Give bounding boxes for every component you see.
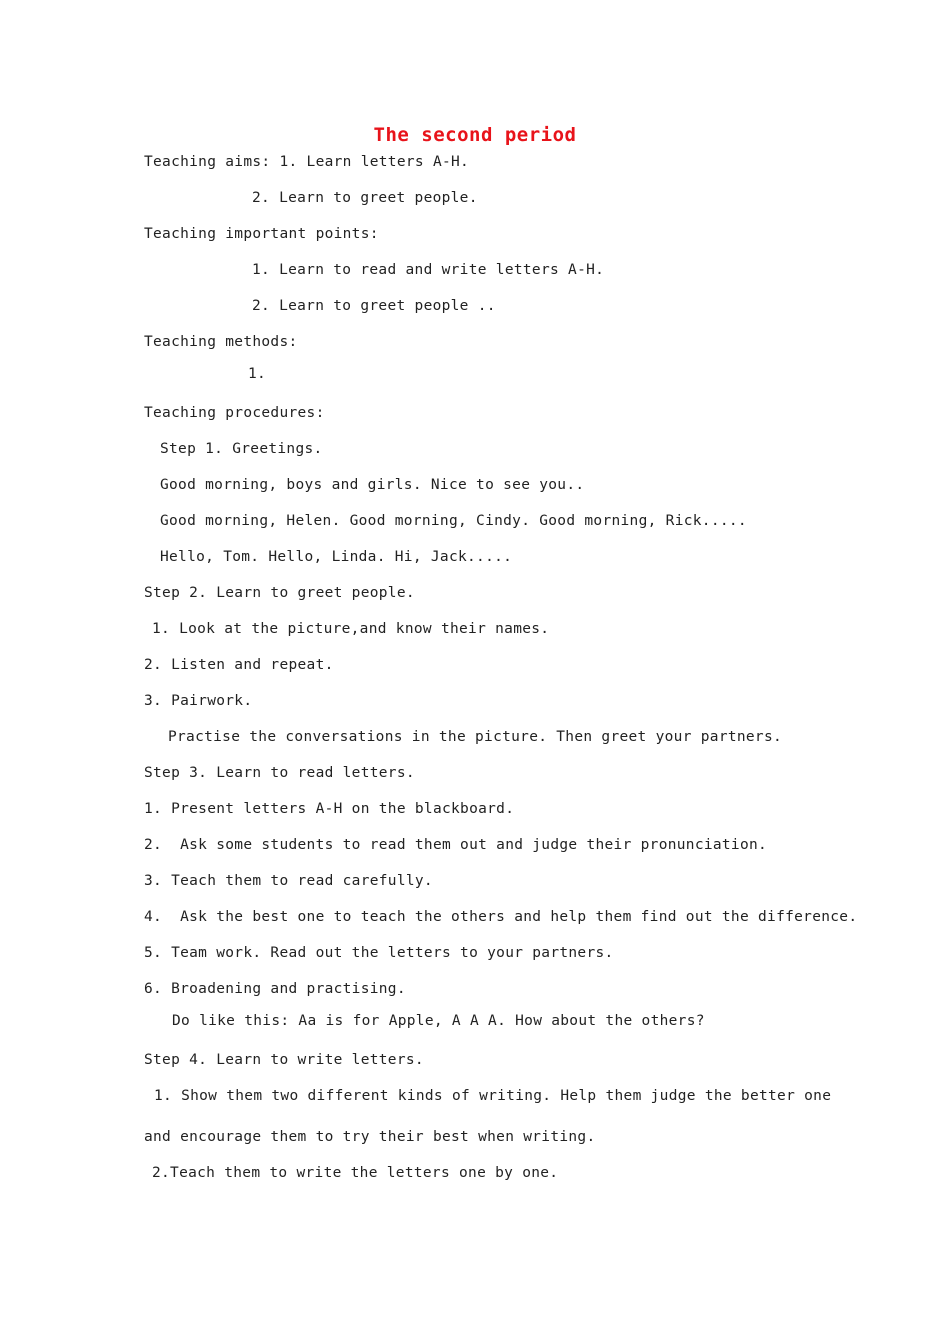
aim-2-line: 2. Learn to greet people. (252, 190, 478, 206)
step-2-item-1: 1. Look at the picture,and know their names. (152, 621, 550, 637)
teaching-aims-line: Teaching aims: 1. Learn letters A-H. (144, 154, 470, 170)
step-3-item-6: 6. Broadening and practising. (144, 981, 406, 997)
step-3-item-5: 5. Team work. Read out the letters to your partners. (144, 945, 614, 961)
important-points-heading: Teaching important points: (144, 226, 379, 242)
step-3-heading: Step 3. Learn to read letters. (144, 765, 415, 781)
point-1-line: 1. Learn to read and write letters A-H. (252, 262, 605, 278)
step-2-item-2: 2. Listen and repeat. (144, 657, 334, 673)
step-4-item-1: 1. Show them two different kinds of writing. Help them judge the better one (154, 1088, 832, 1104)
step-2-item-3-detail: Practise the conversations in the picture. Then greet your partners. (168, 729, 783, 745)
page-title: The second period (373, 124, 577, 146)
methods-heading: Teaching methods: (144, 334, 298, 350)
step-3-item-2: 2. Ask some students to read them out and judge their pronunciation. (144, 837, 768, 853)
step-2-heading: Step 2. Learn to greet people. (144, 585, 415, 601)
step-4-heading: Step 4. Learn to write letters. (144, 1052, 424, 1068)
step-3-item-6-detail: Do like this: Aa is for Apple, A A A. How about the others? (172, 1013, 705, 1029)
method-1-line: 1. (248, 366, 267, 382)
procedures-heading: Teaching procedures: (144, 405, 325, 421)
step-4-item-2: 2.Teach them to write the letters one by one. (152, 1165, 559, 1181)
greeting-line-2: Good morning, Helen. Good morning, Cindy. Good morning, Rick..... (160, 513, 747, 529)
step-1-heading: Step 1. Greetings. (160, 441, 323, 457)
greeting-line-1: Good morning, boys and girls. Nice to see you.. (160, 477, 585, 493)
step-2-item-3: 3. Pairwork. (144, 693, 253, 709)
step-3-item-4: 4. Ask the best one to teach the others and help them find out the difference. (144, 909, 858, 925)
step-4-item-1-continued: and encourage them to try their best when writing. (144, 1129, 596, 1145)
greeting-line-3: Hello, Tom. Hello, Linda. Hi, Jack..... (160, 549, 513, 565)
point-2-line: 2. Learn to greet people .. (252, 298, 496, 314)
step-3-item-1: 1. Present letters A-H on the blackboard. (144, 801, 515, 817)
step-3-item-3: 3. Teach them to read carefully. (144, 873, 433, 889)
